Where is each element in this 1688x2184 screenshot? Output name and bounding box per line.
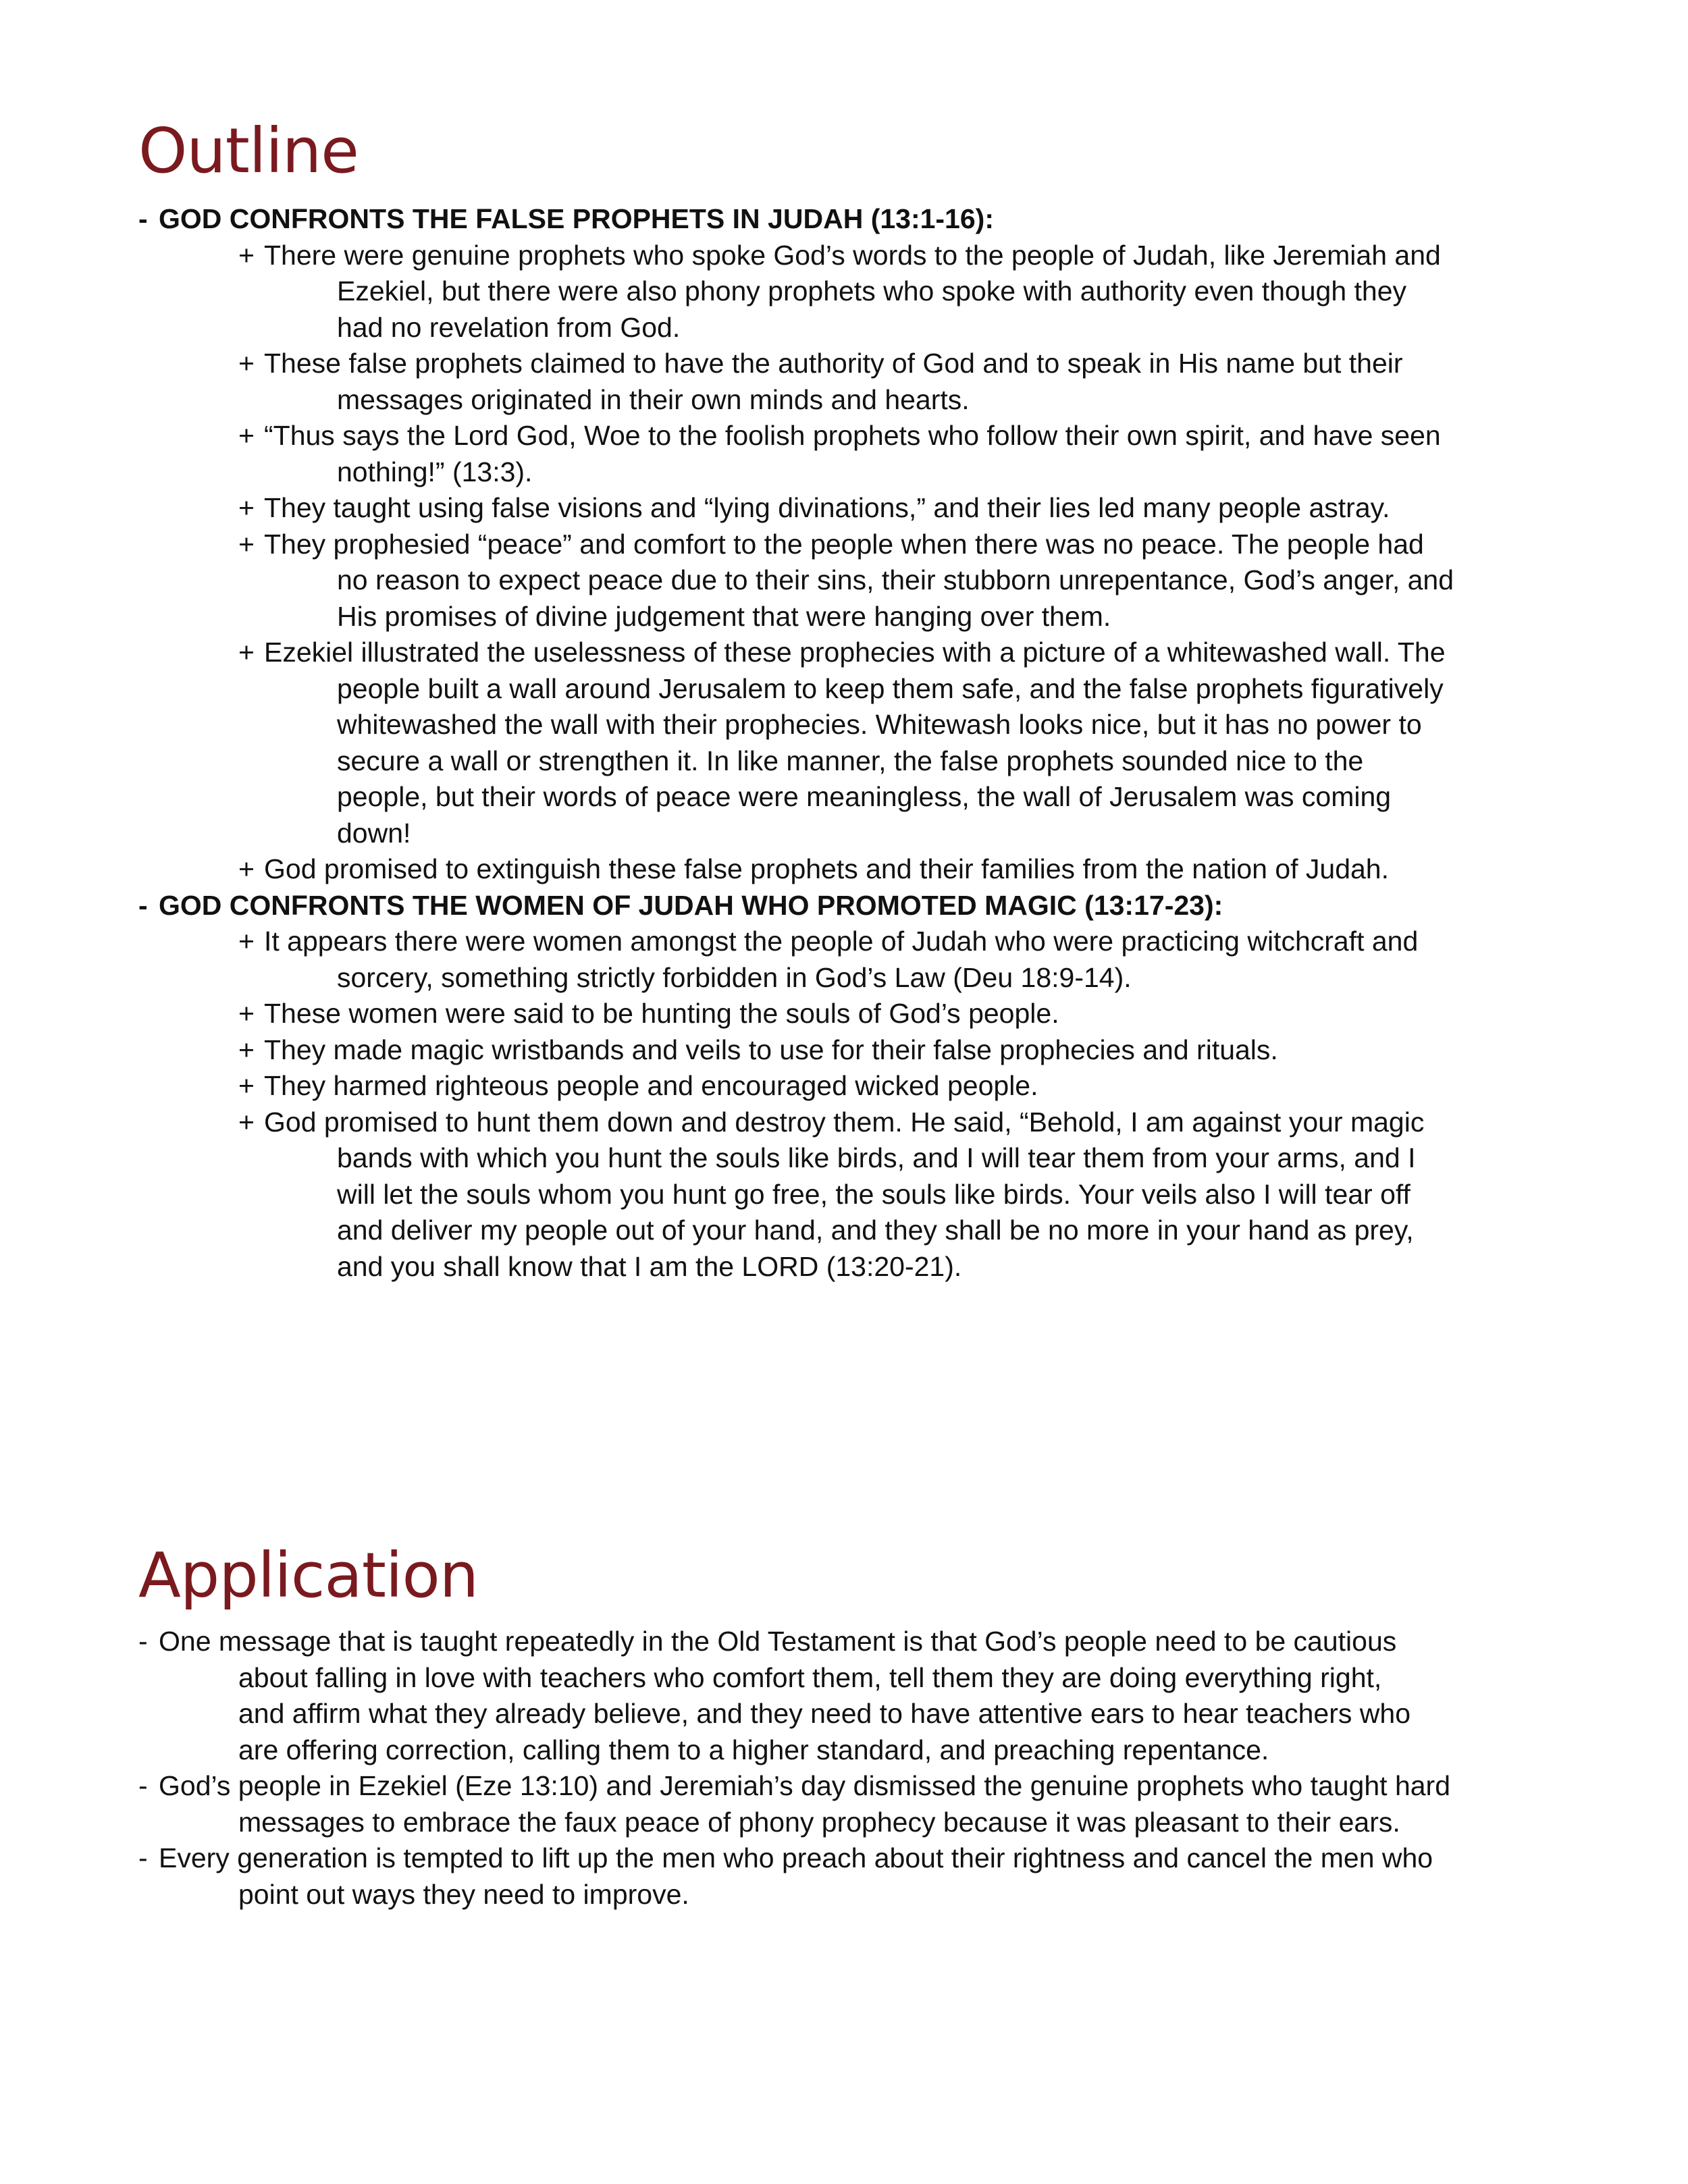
outline-bullet-continuation (138, 816, 1583, 852)
outline-bullet-line-text: They taught using false visions and “lying divinations,” and their lies led many people astray. (264, 492, 1390, 523)
outline-bullet-continuation (138, 1140, 1583, 1177)
outline-bullet-line (138, 996, 1583, 1032)
outline-bullet-continuation (138, 599, 1583, 635)
outline-bullet-line-text: God promised to extinguish these false prophets and their families from the nation of Judah. (264, 853, 1390, 884)
application-point-line (138, 1624, 1583, 1660)
outline-bullet-line-text: “Thus says the Lord God, Woe to the foolish prophets who follow their own spirit, and have seen (264, 420, 1441, 451)
outline-bullet-line (138, 924, 1583, 960)
outline-group-heading-text: GOD CONFRONTS THE FALSE PROPHETS IN JUDAH (13:1-16): (159, 203, 994, 234)
application-point-line (138, 1768, 1583, 1805)
outline-bullet-line (138, 238, 1583, 274)
application-heading: Application (138, 1539, 479, 1612)
outline-bullet-continuation-text: people built a wall around Jerusalem to keep them safe, and the false prophets figuratively (337, 672, 1444, 704)
outline-bullet-continuation (138, 562, 1583, 599)
plus-marker: + (238, 528, 255, 560)
application-section (138, 1624, 1583, 1913)
outline-bullet-line (138, 527, 1583, 563)
application-point-continuation-text: and affirm what they already believe, and they need to have attentive ears to hear teachers who (238, 1698, 1410, 1729)
application-point-continuation-text: about falling in love with teachers who comfort them, tell them they are doing everything right, (238, 1661, 1382, 1693)
outline-bullet-line-text: It appears there were women amongst the people of Judah who were practicing witchcraft and (264, 926, 1419, 957)
outline-bullet-line-text: These women were said to be hunting the souls of God’s people. (264, 998, 1059, 1029)
outline-bullet-continuation-text: bands with which you hunt the souls like birds, and I will tear them from your arms, and I (337, 1142, 1416, 1173)
application-point-line-text: God’s people in Ezekiel (Eze 13:10) and Jeremiah’s day dismissed the genuine prophets who taught hard (159, 1770, 1451, 1801)
outline-bullet-continuation (138, 779, 1583, 816)
outline-bullet-line (138, 418, 1583, 454)
outline-bullet-continuation-text: Ezekiel, but there were also phony prophets who spoke with authority even though they (337, 275, 1407, 307)
application-point-line (138, 1840, 1583, 1877)
outline-group-heading (138, 888, 1583, 924)
plus-marker: + (238, 998, 255, 1029)
outline-bullet-continuation-text: whitewashed the wall with their prophecies. Whitewash looks nice, but it has no power to (337, 709, 1422, 740)
outline-bullet-continuation-text: His promises of divine judgement that were hanging over them. (337, 600, 1111, 632)
outline-bullet-continuation-text: secure a wall or strengthen it. In like manner, the false prophets sounded nice to the (337, 745, 1364, 776)
outline-bullet-line-text: Ezekiel illustrated the uselessness of these prophecies with a picture of a whitewashed wall. The (264, 637, 1446, 668)
application-point-continuation (138, 1660, 1583, 1697)
outline-bullet-continuation (138, 382, 1583, 419)
outline-bullet-line-text: There were genuine prophets who spoke God’s words to the people of Judah, like Jeremiah and (264, 239, 1441, 271)
outline-bullet-continuation (138, 960, 1583, 996)
outline-bullet-line (138, 851, 1583, 888)
outline-bullet-continuation (138, 1177, 1583, 1213)
outline-bullet-line-text: They harmed righteous people and encouraged wicked people. (264, 1070, 1038, 1101)
application-point-continuation-text: are offering correction, calling them to a higher standard, and preaching repentance. (238, 1734, 1269, 1765)
outline-bullet-line-text: These false prophets claimed to have the authority of God and to speak in His name but their (264, 348, 1403, 379)
outline-bullet-continuation-text: messages originated in their own minds and hearts. (337, 383, 970, 415)
outline-section (138, 201, 1583, 1285)
application-point-continuation-text: messages to embrace the faux peace of phony prophecy because it was pleasant to their ears. (238, 1806, 1400, 1838)
application-point-continuation (138, 1805, 1583, 1841)
outline-bullet-continuation (138, 310, 1583, 346)
outline-bullet-line (138, 1104, 1583, 1141)
outline-group-heading-text: GOD CONFRONTS THE WOMEN OF JUDAH WHO PROMOTED MAGIC (13:17-23): (159, 889, 1223, 921)
outline-bullet-line-text: They made magic wristbands and veils to use for their false prophecies and rituals. (264, 1034, 1278, 1065)
outline-bullet-line (138, 346, 1583, 382)
plus-marker: + (238, 853, 255, 884)
outline-bullet-line-text: They prophesied “peace” and comfort to the people when there was no peace. The people had (264, 528, 1424, 560)
outline-bullet-line-text: God promised to hunt them down and destroy them. He said, “Behold, I am against your magic (264, 1106, 1425, 1138)
plus-marker: + (238, 1070, 255, 1101)
plus-marker: + (238, 348, 255, 379)
outline-bullet-continuation-text: people, but their words of peace were meaningless, the wall of Jerusalem was coming (337, 781, 1392, 812)
dash-marker: - (138, 1842, 148, 1873)
plus-marker: + (238, 1106, 255, 1138)
outline-bullet-continuation (138, 1213, 1583, 1249)
application-point-continuation (138, 1877, 1583, 1913)
outline-bullet-continuation-text: will let the souls whom you hunt go free, the souls like birds. Your veils also I will tear off (337, 1178, 1410, 1210)
outline-bullet-continuation-text: and you shall know that I am the LORD (13:20-21). (337, 1250, 962, 1282)
application-point-continuation (138, 1732, 1583, 1769)
outline-bullet-continuation (138, 454, 1583, 491)
application-point-line-text: Every generation is tempted to lift up the men who preach about their rightness and cancel the men who (159, 1842, 1433, 1873)
plus-marker: + (238, 1034, 255, 1065)
outline-bullet-line (138, 1068, 1583, 1104)
outline-bullet-continuation-text: had no revelation from God. (337, 311, 681, 343)
outline-bullet-continuation-text: and deliver my people out of your hand, and they shall be no more in your hand as prey, (337, 1215, 1414, 1246)
dash-marker: - (138, 889, 148, 921)
outline-bullet-continuation-text: nothing!” (13:3). (337, 456, 533, 487)
dash-marker: - (138, 1626, 148, 1657)
outline-bullet-line (138, 635, 1583, 671)
dash-marker: - (138, 1770, 148, 1801)
outline-bullet-continuation (138, 273, 1583, 310)
plus-marker: + (238, 492, 255, 523)
outline-bullet-continuation-text: no reason to expect peace due to their sins, their stubborn unrepentance, God’s anger, and (337, 564, 1454, 595)
outline-bullet-continuation (138, 1249, 1583, 1285)
application-point-continuation (138, 1696, 1583, 1732)
application-point-continuation-text: point out ways they need to improve. (238, 1878, 689, 1910)
plus-marker: + (238, 239, 255, 271)
outline-bullet-line (138, 490, 1583, 527)
outline-heading: Outline (138, 115, 359, 187)
application-point-line-text: One message that is taught repeatedly in the Old Testament is that God’s people need to be cautious (159, 1626, 1397, 1657)
outline-bullet-continuation (138, 743, 1583, 780)
outline-bullet-continuation-text: down! (337, 817, 411, 849)
plus-marker: + (238, 637, 255, 668)
outline-bullet-continuation (138, 671, 1583, 708)
plus-marker: + (238, 926, 255, 957)
outline-bullet-line (138, 1032, 1583, 1069)
dash-marker: - (138, 203, 148, 234)
plus-marker: + (238, 420, 255, 451)
outline-bullet-continuation (138, 707, 1583, 743)
outline-group-heading (138, 201, 1583, 238)
outline-bullet-continuation-text: sorcery, something strictly forbidden in God’s Law (Deu 18:9-14). (337, 961, 1132, 993)
